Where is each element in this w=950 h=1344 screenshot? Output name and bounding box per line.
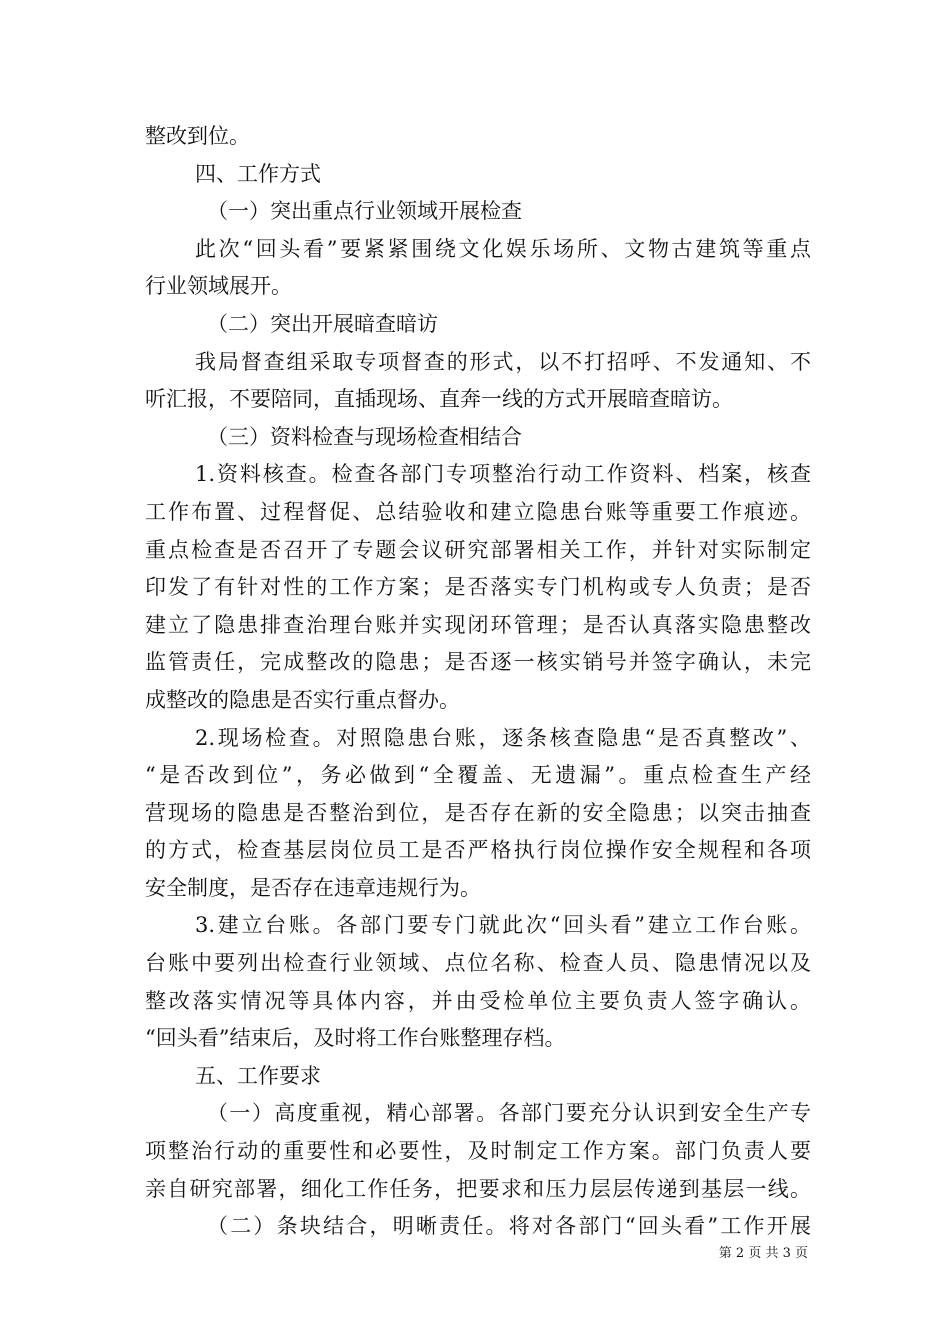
subsection-heading: （二）突出开展暗查暗访 — [207, 311, 438, 336]
section-heading: 四、工作方式 — [195, 161, 321, 186]
text-line: 监管责任，完成整改的隐患；是否逐一核实销号并签字确认，未完 — [145, 650, 811, 675]
text-line: “回头看”结束后，及时将工作台账整理存档。 — [145, 1026, 566, 1051]
text-line: （一）高度重视，精心部署。各部门要充分认识到安全生产专 — [207, 1101, 811, 1126]
text-line: 亲自研究部署，细化工作任务，把要求和压力层层传递到基层一线。 — [145, 1176, 811, 1201]
text-line: 我局督查组采取专项督查的形式，以不打招呼、不发通知、不 — [195, 349, 811, 374]
text-line: 安全制度，是否存在违章违规行为。 — [145, 875, 481, 900]
text-line: 营现场的隐患是否整治到位，是否存在新的安全隐患；以突击抽查 — [145, 800, 811, 825]
text-line: 1.资料核查。检查各部门专项整治行动工作资料、档案，核查 — [195, 462, 811, 487]
text-line: 重点检查是否召开了专题会议研究部署相关工作，并针对实际制定 — [145, 537, 811, 562]
body-text — [145, 118, 811, 1246]
text-line: 听汇报，不要陪同，直插现场、直奔一线的方式开展暗查暗访。 — [145, 387, 733, 412]
text-line: “是否改到位”，务必做到“全覆盖、无遗漏”。重点检查生产经 — [145, 763, 811, 788]
text-line: 项整治行动的重要性和必要性，及时制定工作方案。部门负责人要 — [145, 1139, 811, 1164]
text-line: 行业领域展开。 — [145, 274, 292, 299]
text-line: 建立了隐患排查治理台账并实现闭环管理；是否认真落实隐患整改 — [145, 612, 811, 637]
text-line: 此次“回头看”要紧紧围绕文化娱乐场所、文物古建筑等重点 — [195, 236, 811, 261]
text-line: 的方式，检查基层岗位员工是否严格执行岗位操作安全规程和各项 — [145, 838, 811, 863]
text-line: 整改落实情况等具体内容，并由受检单位主要负责人签字确认。 — [145, 988, 811, 1013]
text-line: 整改到位。 — [145, 124, 250, 148]
text-line: 成整改的隐患是否实行重点督办。 — [145, 687, 460, 712]
text-line: 工作布置、过程督促、总结验收和建立隐患台账等重要工作痕迹。 — [145, 499, 811, 524]
text-line: 2.现场检查。对照隐患台账，逐条核查隐患“是否真整改”、 — [195, 725, 811, 750]
section-heading: 五、工作要求 — [195, 1063, 321, 1088]
text-line: 3.建立台账。各部门要专门就此次“回头看”建立工作台账。 — [195, 913, 811, 938]
subsection-heading: （一）突出重点行业领域开展检查 — [207, 199, 522, 224]
text-line: 台账中要列出检查行业领域、点位名称、检查人员、隐患情况以及 — [145, 951, 811, 976]
text-line: （二）条块结合，明晰责任。将对各部门“回头看”工作开展 — [207, 1214, 811, 1239]
subsection-heading: （三）资料检查与现场检查相结合 — [207, 424, 522, 449]
page-number: 第 2 页 共 3 页 — [718, 1246, 808, 1261]
text-line: 印发了有针对性的工作方案；是否落实专门机构或专人负责；是否 — [145, 575, 811, 600]
